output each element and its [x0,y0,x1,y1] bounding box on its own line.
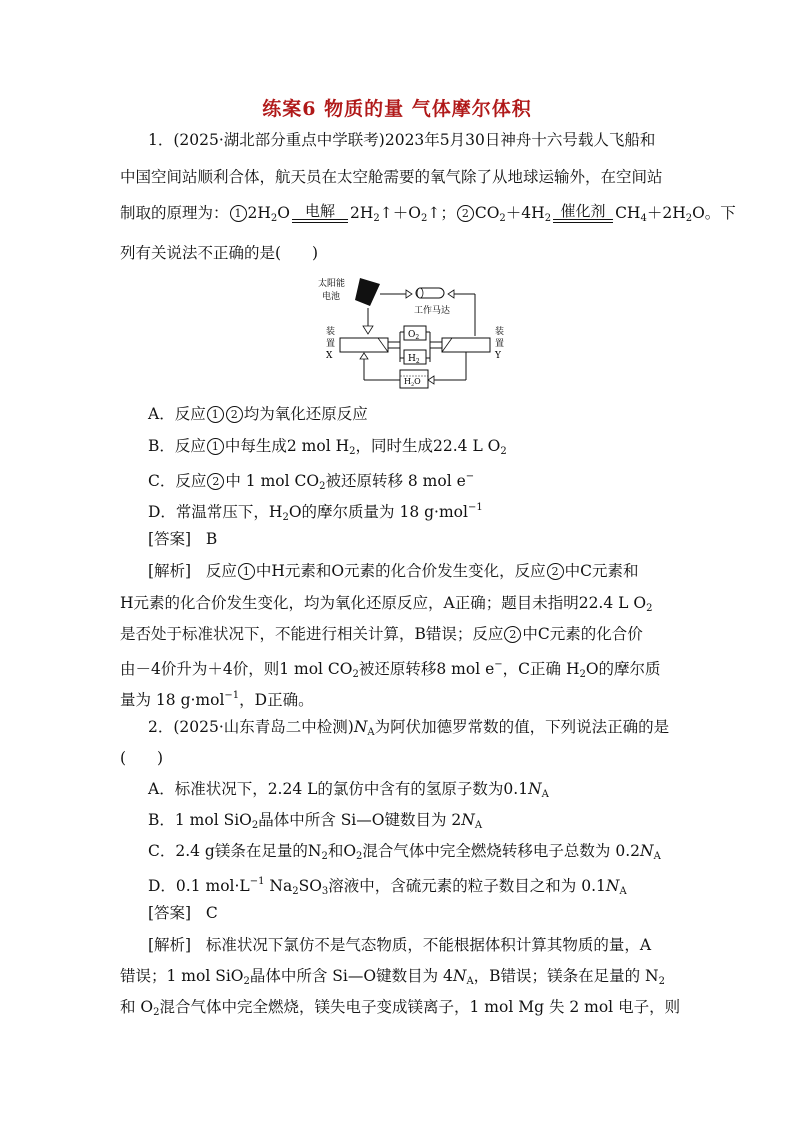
q1-option-c [148,467,474,497]
q1-option-b-label: B．反应 [148,437,206,455]
sub: A [653,851,661,862]
q1-option-b-text-end: ，同时生成22.4 L O [355,437,501,455]
answer-value: C [205,904,218,922]
x-label-3: X [326,351,333,361]
sub: 2 [499,213,506,224]
q2-option-d-text-mid2: SO [298,877,322,895]
sub: 2 [321,851,328,862]
page-title: 练案6 物质的量 气体摩尔体积 [262,98,532,120]
h2o-label: $H_2O$ [404,377,421,388]
q1-stem-line-1 [148,130,655,150]
q1-analysis-line-1 [148,561,639,581]
eq1-condition-arrow [292,203,348,223]
circle-1-icon: 1 [207,406,224,423]
analysis-label: [解析] [148,936,192,954]
arrow-down-icon [363,326,373,334]
eq1-reactant-end: O [277,204,290,222]
eq1-condition: 电解 [304,202,335,220]
analysis-text: 晶体中所含 Si—O键数目为 4 [249,967,453,985]
q1-source: (2025·湖北部分重点中学联考) [173,131,385,149]
q1-number: 1． [148,131,174,149]
na-symbol: N [528,780,542,798]
circle-1-icon: 1 [207,438,224,455]
q2-option-a [148,779,549,805]
analysis-label: [解析] [148,562,192,580]
y-label-1: 装 [495,327,505,337]
q2-answer [148,903,218,923]
sup: − [494,659,503,670]
q1-option-c-text-end: 被还原转移 8 mol e [325,472,466,490]
q2-option-d [148,872,627,902]
sub: 2 [579,669,586,680]
circle-2-icon: 2 [504,626,521,643]
sub: 2 [282,512,289,523]
q1-equations [120,203,736,229]
eq2-product-end: O。下 [692,204,736,222]
arrow-right-icon [406,290,412,298]
sub: A [367,727,375,738]
analysis-text: 反应 [205,562,237,580]
q2-option-c [148,841,661,867]
y-label-3: Y [495,351,501,361]
eq2-product-mid: ＋2H [646,204,686,222]
solar-label-2: 电池 [322,292,341,302]
analysis-text: O的摩尔质 [585,660,661,678]
sup: −1 [467,502,483,513]
q2-number: 2． [148,718,174,736]
circle-1-icon: 1 [238,563,255,580]
analysis-text: 中C元素的化合价 [522,625,643,643]
q1-stem-line-4: 列有关说法不正确的是( ) [120,244,319,262]
answer-label: [答案] [148,530,192,548]
sub: 2 [243,976,250,987]
analysis-text: 被还原转移8 mol e [358,660,495,678]
sub: 2 [270,213,278,224]
q1-principle-label: 制取的原理为： [120,204,229,222]
circle-2-icon: 2 [547,563,564,580]
analysis-text: H元素的化合价发生变化，均为氧化还原反应，A正确；题目未指明22.4 L O [120,594,647,612]
analysis-text: 由－4价升为＋4价，则1 mol CO [120,660,353,678]
analysis-text: 标准状况下氯仿不是气态物质，不能根据体积计算其物质的量，A [205,936,652,954]
eq2-reactant: CO [474,204,500,222]
device-y [442,338,490,352]
answer-value: B [205,530,218,548]
q1-option-a-text: 均为氧化还原反应 [243,405,368,423]
y-label-2: 置 [495,339,505,349]
sup: −1 [249,876,265,887]
sub: 2 [319,481,326,492]
eq2-product: CH [615,204,641,222]
sub: 2 [153,1007,160,1018]
circle-2-icon: 2 [457,205,474,222]
solar-panel-icon [355,278,380,306]
sub: 2 [352,669,359,680]
q1-stem-text: 2023年5月30日神舟十六号载人飞船和 [384,131,656,149]
q1-option-d-text: O的摩尔质量为 18 g·mol [288,503,468,521]
sub: 3 [321,886,329,897]
q2-option-b-text-end: 晶体中所含 Si—O键数目为 2 [258,811,462,829]
sub: A [541,789,549,800]
na-symbol: N [461,811,475,829]
motor-label: 工作马达 [414,306,451,316]
analysis-text: ，C正确 H [502,660,580,678]
q2-stem-text: 为阿伏加德罗常数的值，下列说法正确的是 [374,718,670,736]
q2-stem-line-1 [148,717,669,743]
q2-stem-line-2: ( ) [120,749,164,767]
q1-option-c-text: 中 1 mol CO [225,472,320,490]
q1-option-b-text: 中每生成2 mol H [224,437,350,455]
analysis-text: 错误；1 mol SiO [120,967,244,985]
q2-option-d-text-end: 溶液中，含硫元素的粒子数目之和为 0.1 [328,877,606,895]
q2-option-c-text: C．2.4 g镁条在足量的N [148,842,322,860]
q1-option-d [148,498,483,528]
o2-label: $O_2$ [408,330,420,341]
sub: 2 [658,976,665,987]
sub: 2 [420,213,428,224]
sub: A [619,886,627,897]
q2-analysis-line-1 [148,935,651,955]
q2-option-d-text: D．0.1 mol·L [148,877,250,895]
eq2-condition: 催化剂 [560,202,606,220]
q2-source: (2025·山东青岛二中检测) [173,718,354,736]
arrow-left-icon [448,290,454,298]
sub: 2 [292,886,299,897]
sub: 2 [373,213,380,224]
q2-option-c-text-mid: 和O [327,842,357,860]
q1-stem-line-2: 中国空间站顺利合体，航天员在太空舱需要的氧气除了从地球运输外，在空间站 [120,168,663,186]
analysis-text: ，B错误；镁条在足量的 N [473,967,659,985]
q1-option-a [148,404,368,424]
na-symbol: N [640,842,654,860]
x-label-1: 装 [326,327,336,337]
solar-label-1: 太阳能 [318,279,346,289]
device-x [340,338,388,352]
sub: A [466,976,474,987]
na-symbol: N [452,967,467,985]
eq2-reactant-mid: ＋4H [505,204,545,222]
circle-1-icon: 1 [230,205,247,222]
sub: 2 [544,213,552,224]
answer-label: [答案] [148,904,192,922]
q1-answer [148,529,217,549]
eq1-product: 2H [350,204,374,222]
sub: 4 [640,213,647,224]
q1-analysis-line-5 [120,686,314,710]
analysis-text: 中H元素和O元素的化合价发生变化，反应 [255,562,546,580]
eq1-product-end: ↑； [427,204,456,222]
na-symbol: N [353,718,368,736]
analysis-text: 是否处于标准状况下，不能进行相关计算，B错误；反应 [120,625,504,643]
q2-option-b [148,810,482,836]
q2-analysis-line-3 [120,997,680,1023]
sub: 2 [685,213,693,224]
sub: 2 [500,446,507,457]
sup: − [465,471,475,482]
sup: −1 [224,690,240,701]
q1-option-c-label: C．反应 [148,472,207,490]
q2-option-a-text: A．标准状况下，2.24 L的氯仿中含有的氢原子数为0.1 [148,780,529,798]
sub: A [474,820,483,831]
analysis-text: ，D正确。 [239,691,314,709]
q1-analysis-line-2 [120,593,652,619]
eq1-reactant: 2H [247,204,271,222]
circle-2-icon: 2 [226,406,243,423]
q1-analysis-line-3 [120,624,643,644]
arrow-up-icon [360,353,368,359]
h2-label: $H_2$ [408,354,420,365]
analysis-text: 量为 18 g·mol [120,691,225,709]
q2-option-c-text-end: 混合气体中完全燃烧转移电子总数为 0.2 [362,842,640,860]
arrow-left-icon [428,376,434,384]
eq2-condition-arrow [553,203,613,223]
q1-option-b [148,436,507,462]
sub: 2 [356,851,363,862]
q1-analysis-line-4 [120,655,661,685]
circle-2-icon: 2 [207,473,224,490]
analysis-text: 中C元素和 [564,562,639,580]
space-station-diagram [300,270,510,390]
q1-option-a-label: A．反应 [148,405,206,423]
q2-option-d-text-mid: Na [264,877,293,895]
q1-option-d-label: D．常温常压下，H [148,503,283,521]
analysis-text: 和 O [120,998,154,1016]
sub: 2 [646,603,653,614]
q2-option-b-text: B．1 mol SiO [148,811,252,829]
na-symbol: N [605,877,620,895]
analysis-text: 混合气体中完全燃烧，镁失电子变成镁离子，1 mol Mg 失 2 mol 电子，则 [159,998,681,1016]
eq1-product-mid: ↑＋O [379,204,421,222]
sub: 2 [349,446,356,457]
sub: 2 [251,820,259,831]
q2-analysis-line-2 [120,966,665,992]
x-label-2: 置 [326,339,336,349]
